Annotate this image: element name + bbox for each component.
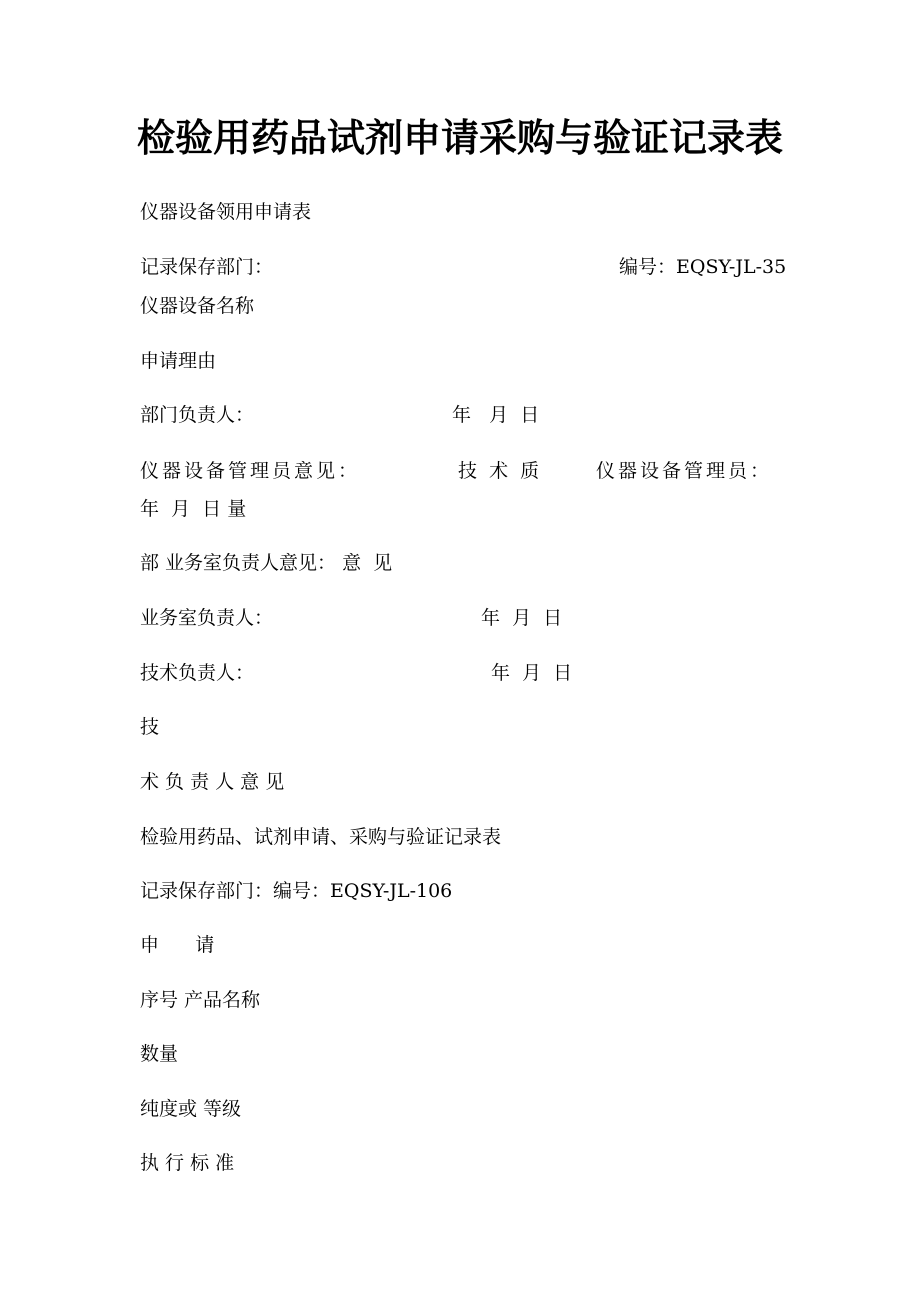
- quantity-label: 数量: [140, 1043, 179, 1065]
- dept-head-label: 部门负责人：: [140, 404, 255, 426]
- date-field-4: 年 月 日: [491, 662, 573, 684]
- apply-label: 申 请: [140, 934, 215, 956]
- date-field-3: 年 月 日: [481, 607, 563, 629]
- purity-grade-label: 纯度或 等级: [140, 1098, 242, 1120]
- serial-product-label: 序号 产品名称: [140, 989, 261, 1011]
- dept-office-opinion-label: 部 业务室负责人意见： 意 见: [140, 552, 393, 574]
- form1-name: 仪器设备领用申请表: [140, 201, 312, 223]
- manager-label: 仪器设备管理员：: [596, 460, 773, 482]
- equipment-name-label: 仪器设备名称: [140, 295, 255, 317]
- tech-char: 技: [140, 716, 160, 738]
- office-head-label: 业务室负责人：: [140, 607, 274, 629]
- date-field-1: 年 月 日: [452, 404, 540, 426]
- manager-opinion-label: 仪器设备管理员意见：: [140, 460, 361, 482]
- tech-opinion-label: 术 负 责 人 意 见: [140, 771, 285, 793]
- dept-label: 记录保存部门：: [140, 256, 274, 278]
- date-field-2: 年 月 日 量: [140, 498, 247, 520]
- reason-label: 申请理由: [140, 350, 217, 372]
- standard-label: 执 行 标 准: [140, 1152, 235, 1174]
- tech-head-label: 技术负责人：: [140, 662, 255, 684]
- form2-dept-code: 记录保存部门：编号：EQSY-JL-106: [140, 880, 453, 902]
- tech-quality-label: 技 术 质: [458, 460, 540, 482]
- form-code: 编号：EQSY-JL-35: [619, 256, 787, 278]
- page-title: 检验用药品试剂申请采购与验证记录表: [136, 115, 783, 160]
- form2-name: 检验用药品、试剂申请、采购与验证记录表: [140, 826, 502, 848]
